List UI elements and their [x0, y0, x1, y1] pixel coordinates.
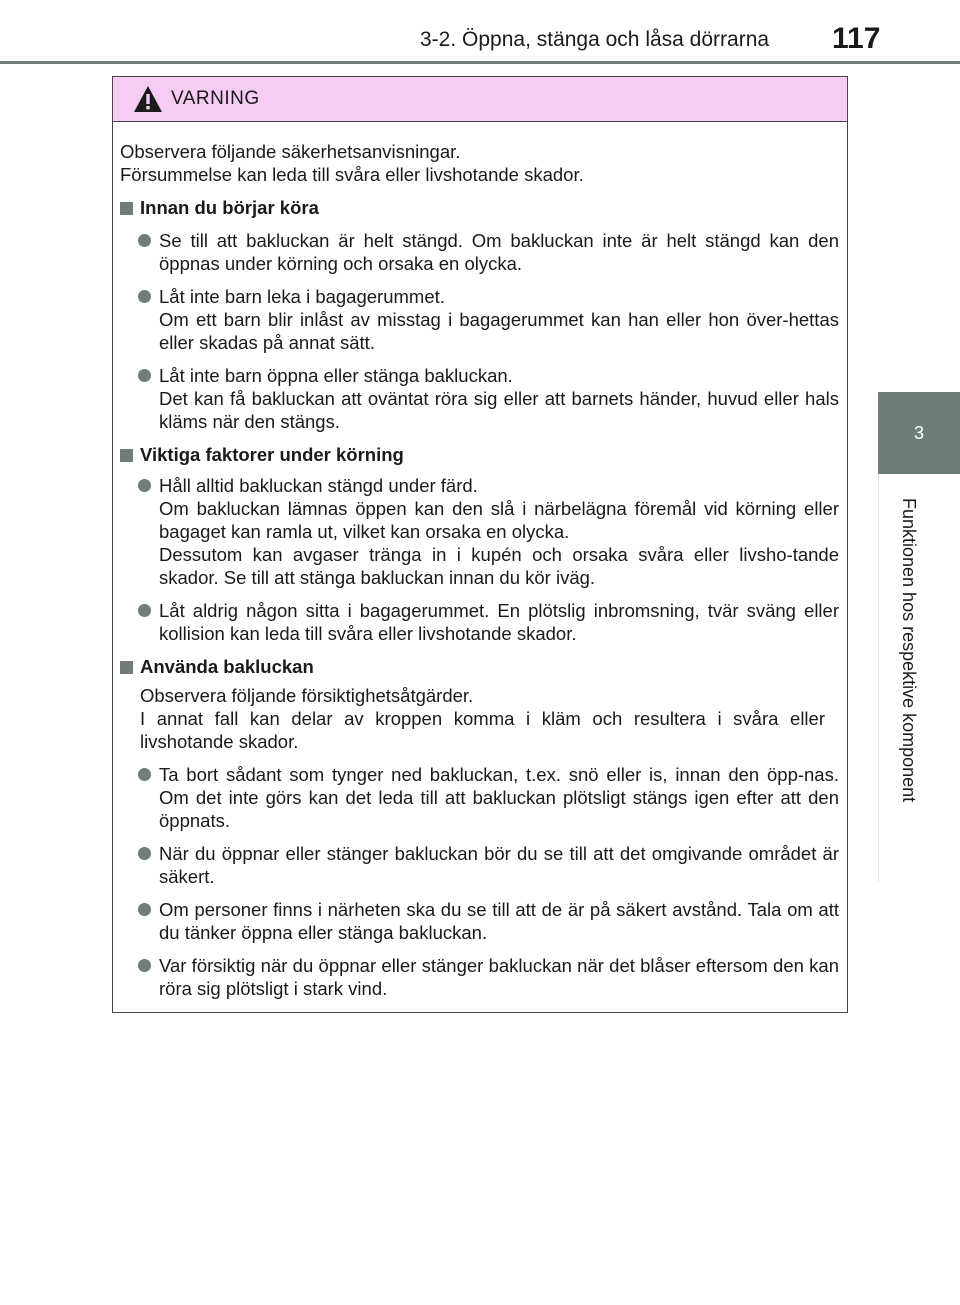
- warning-triangle-icon: [133, 85, 163, 113]
- page-number: 117: [832, 22, 881, 55]
- chapter-side-tab: [878, 392, 960, 882]
- section-lead: [120, 684, 839, 753]
- bullet-text: Se till att bakluckan är helt stängd. Om bakluckan inte är helt stängd kan den öppnas under körning och orsaka en olycka.: [159, 230, 839, 274]
- chapter-number: 3: [913, 422, 924, 443]
- round-bullet-icon: [138, 768, 151, 781]
- bullet-text: Låt inte barn öppna eller stänga bakluckan.: [159, 365, 513, 386]
- bullet-text: Om ett barn blir inlåst av misstag i bagagerummet kan han eller hon över-hettas eller skadas på annat sätt.: [159, 309, 839, 353]
- round-bullet-icon: [138, 604, 151, 617]
- warning-body: [113, 122, 847, 1000]
- list-item: [120, 954, 839, 1000]
- list-item: [120, 474, 839, 589]
- lead-line: Observera följande försiktighetsåtgärder.: [140, 685, 474, 706]
- list-item: [120, 763, 839, 832]
- square-bullet-icon: [120, 661, 133, 674]
- section-title: 3-2. Öppna, stänga och låsa dörrarna: [420, 28, 770, 51]
- square-bullet-icon: [120, 202, 133, 215]
- section-heading: Innan du börjar köra: [120, 196, 839, 219]
- round-bullet-icon: [138, 479, 151, 492]
- section-heading: Använda bakluckan: [120, 655, 839, 678]
- lead-line: I annat fall kan delar av kroppen komma i kläm och resultera i svåra eller livshotande skador.: [140, 708, 825, 752]
- bullet-text: Ta bort sådant som tynger ned bakluckan, t.ex. snö eller is, innan den öpp-nas. Om det inte görs kan det leda till att bakluckan plötsligt stängs igen efter att den öppnats.: [159, 764, 839, 831]
- chapter-label-box: [878, 474, 960, 882]
- bullet-text: Dessutom kan avgaser tränga in i kupén och orsaka svåra eller livsho-tande skador. Se till att stänga bakluckan innan du kör iväg.: [159, 544, 839, 588]
- list-item: [120, 285, 839, 354]
- chapter-number-box: [878, 392, 960, 474]
- bullet-text: Om bakluckan lämnas öppen kan den slå i närbelägna föremål vid körning eller bagaget kan ramla ut, vilket kan orsaka en olycka.: [159, 498, 839, 542]
- list-item: [120, 898, 839, 944]
- list-item: [120, 842, 839, 888]
- warning-title: VARNING: [171, 88, 260, 109]
- warning-box: [112, 76, 848, 1013]
- bullet-text: Om personer finns i närheten ska du se till att de är på säkert avstånd. Tala om att du tänker öppna eller stänga bakluckan.: [159, 899, 839, 943]
- header-rule: [0, 61, 960, 64]
- round-bullet-icon: [138, 847, 151, 860]
- round-bullet-icon: [138, 234, 151, 247]
- round-bullet-icon: [138, 959, 151, 972]
- bullet-text: När du öppnar eller stänger bakluckan bör du se till att det omgivande området är säkert.: [159, 843, 839, 887]
- bullet-text: Håll alltid bakluckan stängd under färd.: [159, 475, 478, 496]
- bullet-text: Det kan få bakluckan att oväntat röra sig eller att barnets händer, huvud eller hals kläms när den stängs.: [159, 388, 839, 432]
- bullet-text: Var försiktig när du öppnar eller stänger bakluckan när det blåser eftersom den kan röra sig plötsligt i stark vind.: [159, 955, 839, 999]
- chapter-label: Funktionen hos respektive komponent: [899, 498, 919, 803]
- round-bullet-icon: [138, 903, 151, 916]
- warning-header: [113, 77, 847, 122]
- list-item: [120, 229, 839, 275]
- list-item: [120, 599, 839, 645]
- bullet-text: Låt inte barn leka i bagagerummet.: [159, 286, 445, 307]
- section-heading: Viktiga faktorer under körning: [120, 443, 839, 466]
- intro-line: Försummelse kan leda till svåra eller livshotande skador.: [120, 164, 584, 185]
- bullet-text: Låt aldrig någon sitta i bagagerummet. En plötslig inbromsning, tvär sväng eller kollision kan leda till svåra eller livshotande skador.: [159, 600, 839, 644]
- round-bullet-icon: [138, 369, 151, 382]
- square-bullet-icon: [120, 449, 133, 462]
- intro-line: Observera följande säkerhetsanvisningar.: [120, 141, 461, 162]
- list-item: [120, 364, 839, 433]
- round-bullet-icon: [138, 290, 151, 303]
